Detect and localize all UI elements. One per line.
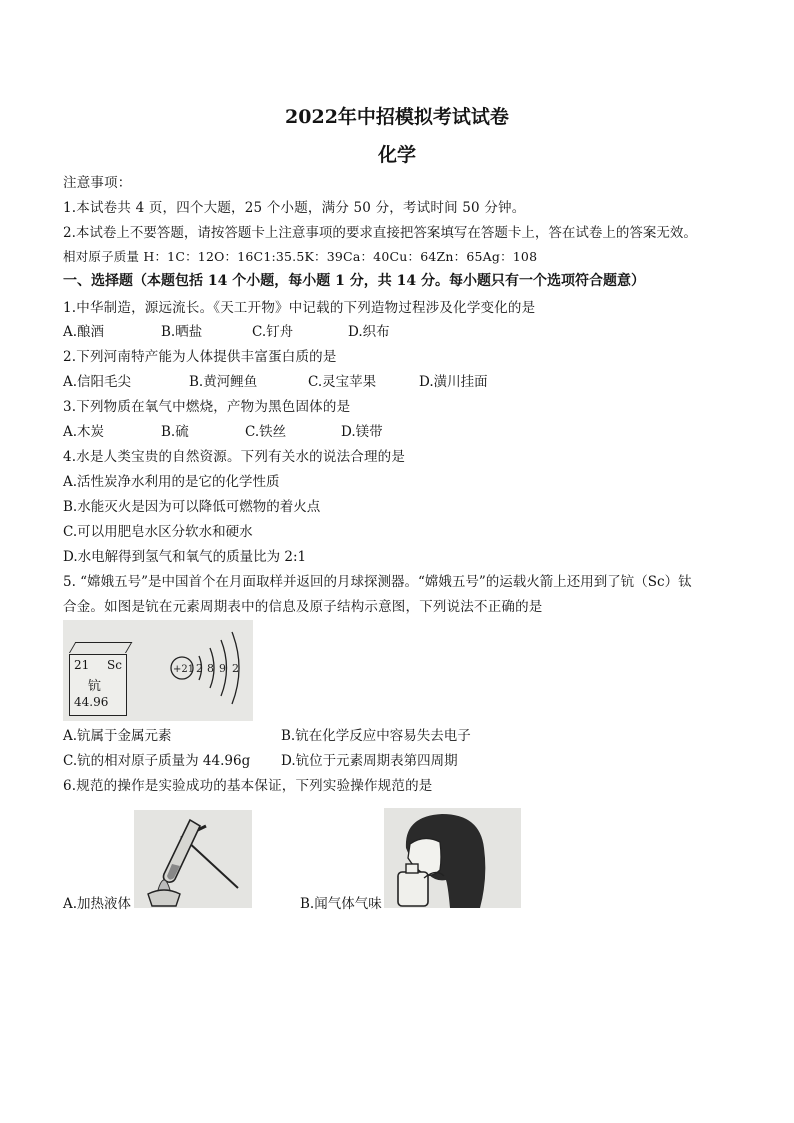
card-top-face	[69, 642, 132, 653]
question-2-option-d: D.潢川挂面	[419, 374, 488, 390]
question-3-option-b: B.硫	[161, 424, 189, 440]
question-2-option-b: B.黄河鲤鱼	[189, 374, 258, 390]
smelling-gas-illustration	[384, 808, 521, 908]
question-5-option-b: B.钪在化学反应中容易失去电子	[281, 728, 471, 744]
notice-item-1: 1.本试卷共 4 页，四个大题，25 个小题，满分 50 分，考试时间 50 分钟。	[63, 200, 526, 216]
question-1-option-a: A.酿酒	[63, 324, 105, 340]
question-5-stem-line-2: 合金。如图是钪在元素周期表中的信息及原子结构示意图，下列说法不正确的是	[63, 599, 543, 615]
smelling-gas-image	[384, 808, 521, 908]
section-heading: 一、选择题（本题包括 14 个小题，每小题 1 分，共 14 分。每小题只有一个选项符合题意）	[63, 273, 645, 289]
heating-liquid-image	[134, 810, 252, 908]
question-3-option-c: C.铁丝	[245, 424, 287, 440]
exam-title: 2022年中招模拟考试试卷	[285, 106, 509, 128]
question-5-option-d: D.钪位于元素周期表第四周期	[281, 753, 458, 769]
shell-2-electrons: 8	[207, 662, 214, 675]
alcohol-lamp	[148, 890, 180, 906]
question-1-option-d: D.织布	[348, 324, 390, 340]
question-5-option-a: A.钪属于金属元素	[63, 728, 172, 744]
question-5-option-c: C.钪的相对原子质量为 44.96g	[63, 753, 251, 769]
shell-4-electrons: 2	[232, 662, 239, 675]
question-1-option-b: B.晒盐	[161, 324, 203, 340]
question-2-option-a: A.信阳毛尖	[63, 374, 132, 390]
scandium-figure	[63, 620, 253, 721]
question-4-option-c: C.可以用肥皂水区分软水和硬水	[63, 524, 253, 540]
question-2-stem: 2.下列河南特产能为人体提供丰富蛋白质的是	[63, 349, 337, 365]
question-4-option-a: A.活性炭净水利用的是它的化学性质	[63, 474, 280, 490]
nucleus-charge: +21	[173, 664, 195, 675]
question-6-stem: 6.规范的操作是实验成功的基本保证，下列实验操作规范的是	[63, 778, 433, 794]
gas-bottle	[398, 872, 428, 906]
question-2-option-c: C.灵宝苹果	[308, 374, 377, 390]
atomic-mass: 44.96	[74, 695, 109, 709]
subject-title: 化学	[377, 144, 416, 166]
question-3-option-d: D.镁带	[341, 424, 383, 440]
notice-item-2: 2.本试卷上不要答题，请按答题卡上注意事项的要求直接把答案填写在答题卡上，答在试卷上的答案无效。	[63, 225, 697, 241]
atomic-number: 21	[74, 658, 90, 672]
heating-liquid-illustration	[134, 810, 252, 908]
atom-structure-diagram	[163, 628, 253, 718]
element-card	[69, 654, 127, 716]
question-1-stem: 1.中华制造，源远流长。《天工开物》中记载的下列造物过程涉及化学变化的是	[63, 300, 536, 316]
notice-heading: 注意事项：	[63, 175, 132, 191]
element-name: 钪	[88, 679, 102, 694]
element-symbol: Sc	[107, 658, 122, 672]
question-6-option-a: A.加热液体	[63, 896, 132, 912]
bottle-neck	[406, 864, 418, 873]
question-4-option-d: D.水电解得到氢气和氧气的质量比为 2:1	[63, 549, 307, 565]
question-1-option-c: C.钉舟	[252, 324, 294, 340]
question-3-stem: 3.下列物质在氧气中燃烧，产物为黑色固体的是	[63, 399, 351, 415]
question-6-option-b: B.闻气体气味	[300, 896, 382, 912]
question-3-option-a: A.木炭	[63, 424, 105, 440]
question-4-stem: 4.水是人类宝贵的自然资源。下列有关水的说法合理的是	[63, 449, 406, 465]
question-5-stem-line-1: 5. “嫦娥五号”是中国首个在月面取样并返回的月球探测器。“嫦娥五号”的运载火箭上还用到了钪（Sc）钛	[63, 574, 692, 590]
shell-3-electrons: 9	[219, 662, 226, 675]
test-tube-holder	[186, 840, 238, 888]
shell-1-electrons: 2	[196, 662, 203, 675]
atomic-mass-line: 相对原子质量 H：1C：12O：16C1:35.5K：39Ca：40Cu：64Zn：65Ag：108	[63, 249, 538, 264]
question-4-option-b: B.水能灭火是因为可以降低可燃物的着火点	[63, 499, 321, 515]
